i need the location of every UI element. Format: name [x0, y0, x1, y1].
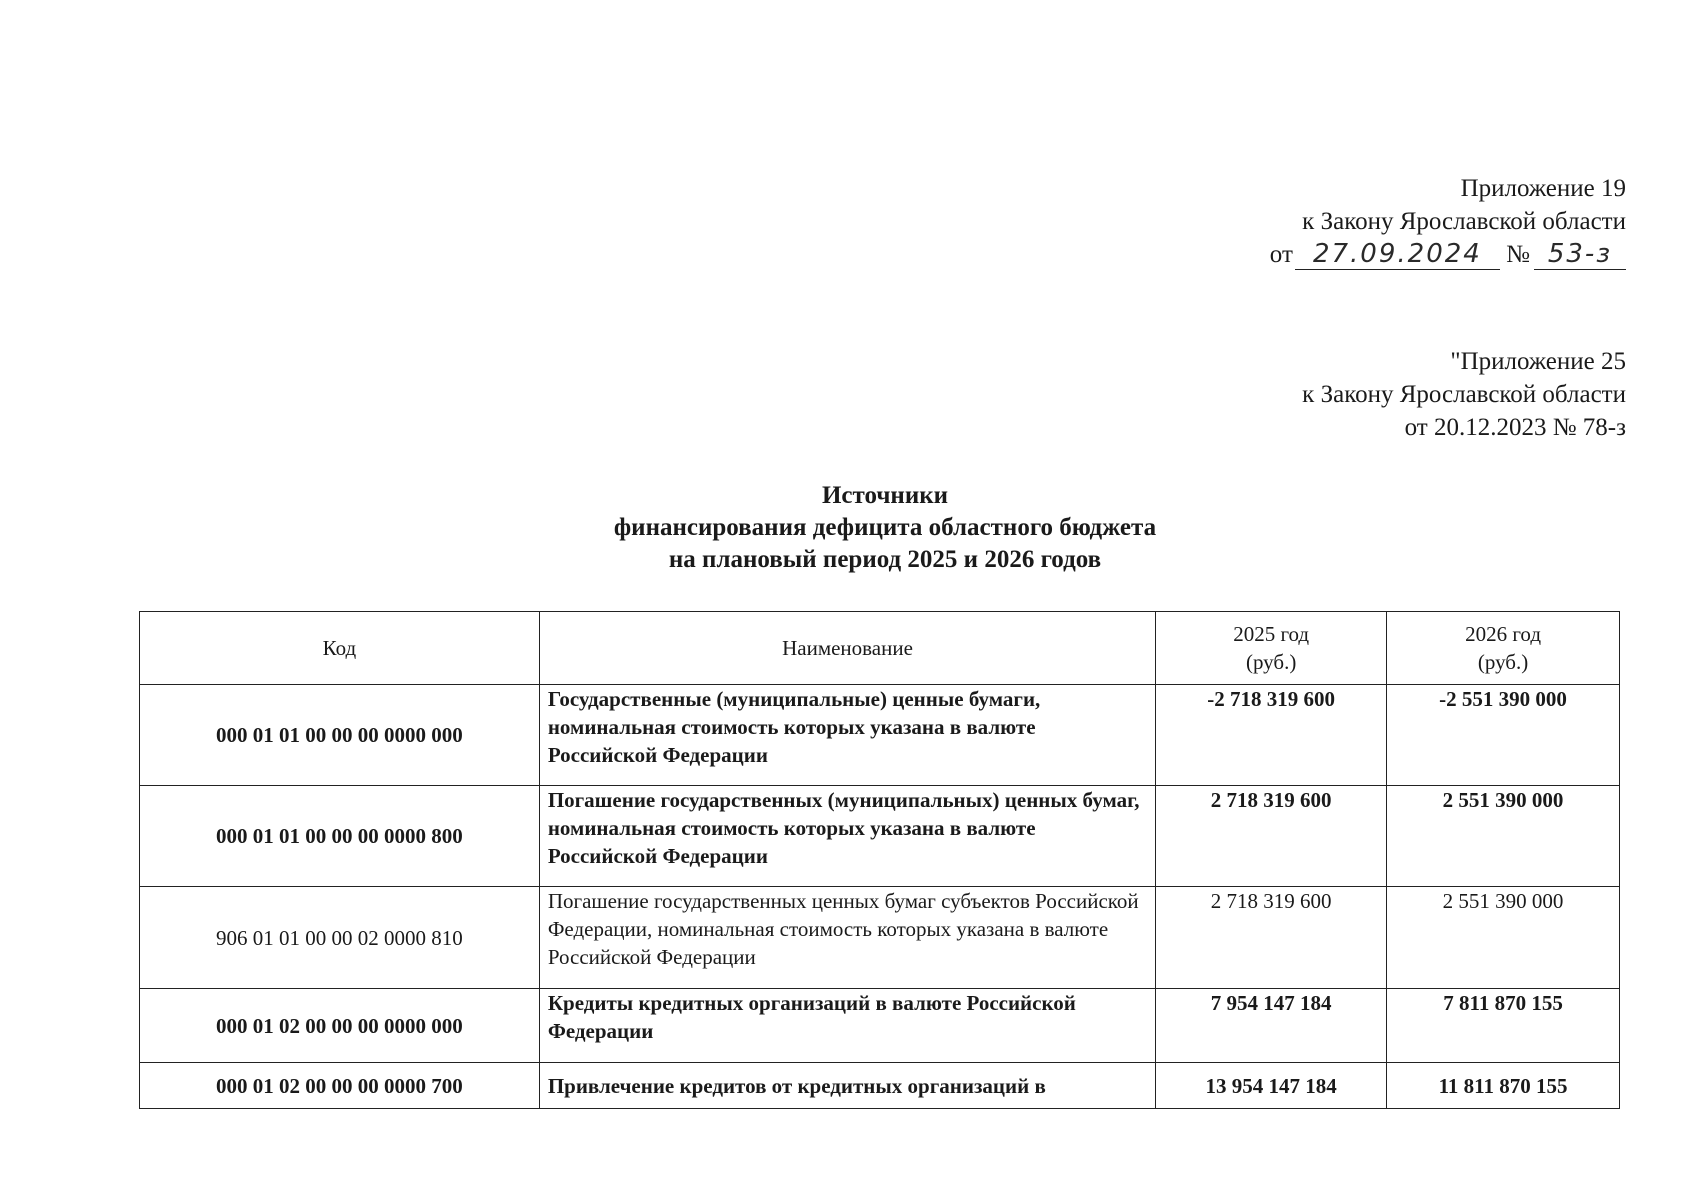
appendix-amended-date: от 20.12.2023 № 78-з	[1404, 414, 1626, 441]
document-title	[130, 480, 1640, 576]
header-2026-year: 2026 год	[1465, 622, 1541, 646]
appendix-amended-law: к Закону Ярославской области	[1302, 381, 1626, 408]
title-line-1: Источники	[821, 482, 949, 509]
row-name: Погашение государственных (муниципальных) ценных бумаг, номинальная стоимость которых указана в валюте Российской Федерации	[539, 786, 1155, 887]
row-code: 000 01 01 00 00 00 0000 800	[140, 786, 540, 887]
title-line-3: на плановый период 2025 и 2026 годов	[668, 546, 1102, 573]
appendix-current-block	[1270, 172, 1626, 271]
row-code: 000 01 02 00 00 00 0000 000	[140, 989, 540, 1063]
appendix-current-law: к Закону Ярославской области	[1302, 208, 1626, 235]
header-2025	[1156, 612, 1387, 685]
row-value-2026: -2 551 390 000	[1387, 685, 1620, 786]
header-2025-year: 2025 год	[1233, 622, 1310, 646]
header-name: Наименование	[539, 612, 1155, 685]
appendix-amended-block	[1302, 345, 1626, 444]
title-line-2: финансирования дефицита областного бюджета	[613, 514, 1157, 541]
number-label: №	[1506, 241, 1530, 268]
financing-sources-table	[139, 611, 1620, 1109]
row-value-2025: 2 718 319 600	[1156, 786, 1387, 887]
handwritten-number: 53-з	[1534, 239, 1626, 270]
row-code: 000 01 01 00 00 00 0000 000	[140, 685, 540, 786]
row-value-2026: 2 551 390 000	[1387, 887, 1620, 989]
row-name: Привлечение кредитов от кредитных организаций в	[539, 1063, 1155, 1109]
handwritten-date: 27.09.2024	[1295, 239, 1500, 270]
table-row	[140, 685, 1620, 786]
header-2025-unit: (руб.)	[1245, 650, 1297, 674]
table-row	[140, 887, 1620, 989]
from-label: от	[1269, 241, 1293, 268]
row-name: Погашение государственных ценных бумаг субъектов Российской Федерации, номинальная стоимость которых указана в валюте Российской Федерации	[539, 887, 1155, 989]
row-value-2026: 2 551 390 000	[1387, 786, 1620, 887]
row-value-2025: 7 954 147 184	[1156, 989, 1387, 1063]
appendix-current-title: Приложение 19	[1460, 175, 1626, 202]
table-header-row	[140, 612, 1620, 685]
header-2026-unit: (руб.)	[1477, 650, 1529, 674]
row-name: Кредиты кредитных организаций в валюте Российской Федерации	[539, 989, 1155, 1063]
row-code: 906 01 01 00 00 02 0000 810	[140, 887, 540, 989]
table-row	[140, 786, 1620, 887]
header-2026	[1387, 612, 1620, 685]
row-value-2025: -2 718 319 600	[1156, 685, 1387, 786]
appendix-current-date-line	[1270, 238, 1626, 271]
row-code: 000 01 02 00 00 00 0000 700	[140, 1063, 540, 1109]
row-name: Государственные (муниципальные) ценные бумаги, номинальная стоимость которых указана в валюте Российской Федерации	[539, 685, 1155, 786]
row-value-2026: 11 811 870 155	[1387, 1063, 1620, 1109]
row-value-2025: 2 718 319 600	[1156, 887, 1387, 989]
row-value-2025: 13 954 147 184	[1156, 1063, 1387, 1109]
table-row	[140, 989, 1620, 1063]
header-code: Код	[140, 612, 540, 685]
table-row	[140, 1063, 1620, 1109]
appendix-amended-title: "Приложение 25	[1450, 348, 1626, 375]
row-value-2026: 7 811 870 155	[1387, 989, 1620, 1063]
